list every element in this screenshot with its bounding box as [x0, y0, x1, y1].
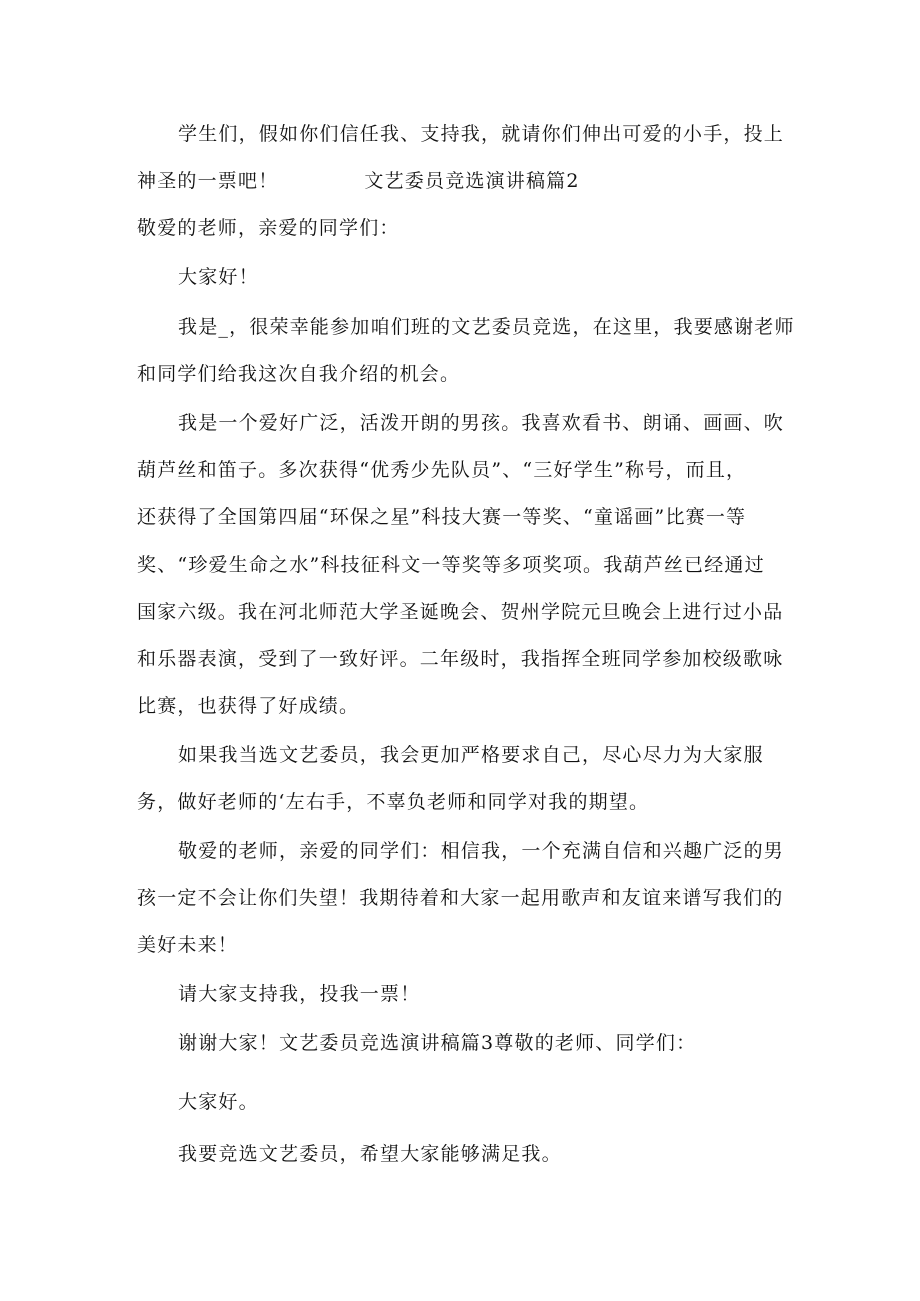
paragraph-line: 如果我当选文艺委员，我会更加严格要求自己，尽心尽力为大家服	[178, 744, 764, 766]
paragraph-text: 神圣的一票吧！	[137, 170, 279, 192]
paragraph-line: 谢谢大家！文艺委员竞选演讲稿篇3尊敬的老师、同学们：	[178, 1032, 697, 1054]
paragraph-line: 敬爱的老师，亲爱的同学们：相信我，一个充满自信和兴趣广泛的男	[178, 840, 785, 862]
paragraph-line: 学生们，假如你们信任我、支持我，就请你们伸出可爱的小手，投上	[178, 123, 785, 145]
paragraph-line: 和同学们给我这次自我介绍的机会。	[137, 363, 461, 385]
paragraph-line: 美好未来！	[137, 934, 239, 956]
paragraph-line: 比赛，也获得了好成绩。	[137, 695, 360, 717]
paragraph-line: 务，做好老师的‘左右手，不辜负老师和同学对我的期望。	[137, 791, 650, 813]
paragraph-line	[137, 168, 580, 194]
section-heading: 文艺委员竞选演讲稿篇2	[364, 170, 580, 192]
paragraph-line: 国家六级。我在河北师范大学圣诞晚会、贺州学院元旦晚会上进行过小品	[137, 601, 784, 623]
greeting: 大家好！	[178, 266, 259, 288]
salutation: 敬爱的老师，亲爱的同学们：	[137, 217, 400, 239]
paragraph-line: 葫芦丝和笛子。多次获得“优秀少先队员”、“三好学生”称号，而且，	[137, 459, 747, 481]
paragraph-line: 请大家支持我，投我一票！	[178, 983, 421, 1005]
paragraph-line: 奖、“珍爱生命之水”科技征科文一等奖等多项奖项。我葫芦丝已经通过	[137, 554, 765, 576]
paragraph-line: 我要竞选文艺委员，希望大家能够满足我。	[178, 1143, 562, 1165]
greeting: 大家好。	[178, 1091, 259, 1113]
paragraph-line: 我是_，很荣幸能参加咱们班的文艺委员竞选，在这里，我要感谢老师	[178, 316, 795, 338]
paragraph-line: 还获得了全国第四届“环保之星”科技大赛一等奖、“童谣画”比赛一等	[137, 506, 747, 528]
paragraph-line: 和乐器表演，受到了一致好评。二年级时，我指挥全班同学参加校级歌咏	[137, 648, 784, 670]
paragraph-line: 我是一个爱好广泛，活泼开朗的男孩。我喜欢看书、朗诵、画画、吹	[178, 412, 785, 434]
paragraph-line: 孩一定不会让你们失望！我期待着和大家一起用歌声和友谊来谱写我们的	[137, 887, 784, 909]
